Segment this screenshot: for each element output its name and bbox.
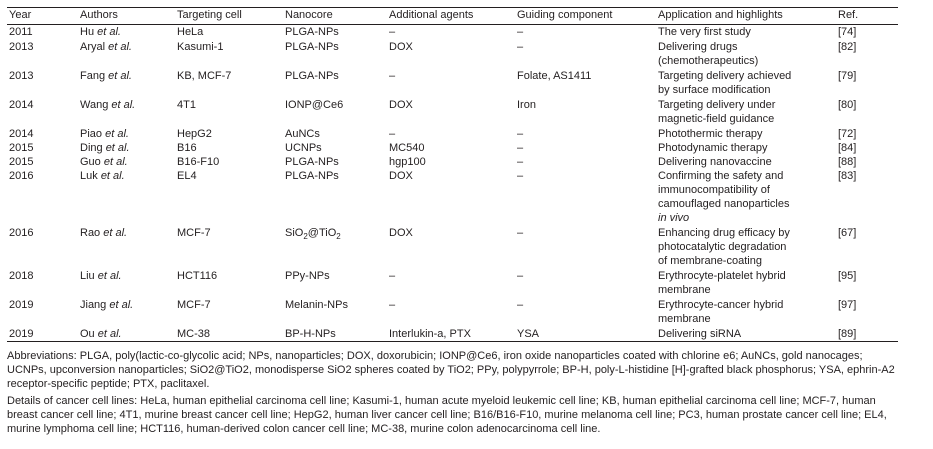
table-body	[7, 25, 898, 342]
cell-targeting-cell: MC-38	[177, 327, 211, 340]
cell-lines-note: Details of cancer cell lines: HeLa, human epithelial carcinoma cell line; Kasumi-1, human acute myeloid leukemic cell line; KB, human epithelial carcinoma cell line; MCF-7, human breast cancer cell line; 4T1, murine breast cancer cell line; HepG2, human liver cancer cell line; B16/B16-F10, murine melanoma cell line; PC3, human prostate cancer cell line; EL4, murine lymphoma cell line; HCT116, human-derived colon cancer cell line; MC-38, murine colon adenocarcinoma cell line.	[7, 395, 887, 435]
cell-additional-agents: DOX	[389, 98, 413, 111]
table-row	[7, 25, 898, 40]
author-etal: et al.	[109, 298, 134, 311]
author-name: Aryal	[80, 40, 106, 53]
cell-authors	[80, 269, 177, 298]
cell-nanocore: Melanin-NPs	[285, 298, 348, 311]
table-row	[7, 226, 898, 269]
author-etal: et al.	[105, 127, 129, 140]
cell-ref: [80]	[838, 98, 857, 111]
cell-authors	[80, 141, 177, 155]
application-line: (chemotherapeutics)	[658, 54, 759, 67]
author-etal: et al.	[97, 26, 121, 38]
author-name: Fang	[80, 69, 106, 82]
col-header-additional-agents: Additional agents	[389, 9, 474, 21]
author-etal: et al.	[103, 155, 128, 168]
cell-targeting-cell: MCF-7	[177, 226, 211, 239]
table-row	[7, 69, 898, 98]
cell-year: 2015	[9, 141, 34, 154]
cell-ref: [89]	[838, 327, 857, 340]
cell-targeting-cell: KB, MCF-7	[177, 69, 232, 82]
cell-year: 2019	[9, 327, 34, 340]
cell-application	[658, 25, 836, 40]
cell-additional-agents: Interlukin-a, PTX	[389, 327, 471, 340]
cell-nanocore: SiO$_2$@TiO$_2$	[285, 226, 341, 241]
cell-application	[658, 169, 836, 226]
cell-authors	[80, 40, 177, 69]
cell-authors	[80, 298, 177, 327]
author-name: Wang	[80, 98, 109, 111]
author-name: Liu	[80, 269, 95, 282]
cell-additional-agents: DOX	[389, 169, 413, 182]
cell-authors	[80, 98, 177, 127]
data-table	[7, 7, 898, 342]
cell-ref: [72]	[838, 127, 857, 140]
application-line: Targeting delivery achieved	[658, 69, 792, 82]
cell-authors	[80, 127, 177, 141]
application-line: Erythrocyte-cancer hybrid	[658, 298, 784, 311]
col-header-targeting-cell: Targeting cell	[177, 9, 242, 21]
cell-nanocore: PLGA-NPs	[285, 155, 339, 168]
cell-nanocore: PPy-NPs	[285, 269, 330, 282]
cell-targeting-cell: Kasumi-1	[177, 40, 224, 53]
cell-nanocore: PLGA-NPs	[285, 40, 339, 53]
cell-guiding-component: –	[517, 141, 524, 154]
cell-ref: [74]	[838, 26, 857, 38]
application-line: Enhancing drug efficacy by	[658, 226, 790, 239]
cell-year: 2015	[9, 155, 34, 168]
application-line: Delivering siRNA	[658, 327, 742, 340]
cell-nanocore: BP-H-NPs	[285, 327, 336, 340]
table-row	[7, 298, 898, 327]
cell-nanocore: AuNCs	[285, 127, 320, 140]
cell-application	[658, 298, 836, 327]
cell-application	[658, 69, 836, 98]
application-line: membrane	[658, 283, 711, 296]
cell-guiding-component: –	[517, 269, 524, 282]
cell-year: 2013	[9, 40, 34, 53]
cell-year: 2014	[9, 127, 34, 140]
col-header-application: Application and highlights	[658, 9, 783, 21]
col-header-authors: Authors	[80, 9, 118, 21]
cell-guiding-component: –	[517, 298, 524, 311]
col-header-ref: Ref.	[838, 9, 859, 21]
cell-guiding-component: Iron	[517, 98, 536, 111]
application-line: membrane	[658, 312, 711, 325]
table-row	[7, 155, 898, 169]
application-line: Delivering drugs	[658, 40, 738, 53]
application-line: magnetic-field guidance	[658, 112, 775, 125]
cell-authors	[80, 226, 177, 269]
table-row	[7, 169, 898, 226]
cell-additional-agents: –	[389, 269, 396, 282]
cell-authors	[80, 169, 177, 226]
author-name: Rao	[80, 226, 101, 239]
cell-guiding-component: –	[517, 127, 524, 140]
table-row	[7, 141, 898, 155]
author-etal: et al.	[108, 69, 132, 82]
cell-guiding-component: YSA	[517, 327, 540, 340]
cell-year: 2016	[9, 226, 34, 239]
cell-ref: [97]	[838, 298, 857, 311]
application-line: photocatalytic degradation	[658, 240, 787, 253]
cell-nanocore: UCNPs	[285, 141, 322, 154]
application-line: Photodynamic therapy	[658, 141, 768, 154]
cell-ref: [95]	[838, 269, 857, 282]
application-line: Delivering nanovaccine	[658, 155, 772, 168]
table-row	[7, 40, 898, 69]
application-line: immunocompatibility of	[658, 183, 770, 196]
cell-year: 2018	[9, 269, 34, 282]
cell-ref: [83]	[838, 169, 857, 182]
cell-targeting-cell: HCT116	[177, 269, 218, 282]
cell-guiding-component: –	[517, 226, 524, 239]
cell-nanocore: PLGA-NPs	[285, 169, 339, 182]
cell-ref: [67]	[838, 226, 857, 239]
cell-ref: [79]	[838, 69, 857, 82]
cell-ref: [82]	[838, 40, 857, 53]
cell-targeting-cell: HepG2	[177, 127, 212, 140]
cell-additional-agents: DOX	[389, 226, 413, 239]
cell-targeting-cell: MCF-7	[177, 298, 211, 311]
author-name: Jiang	[80, 298, 107, 311]
cell-targeting-cell: B16	[177, 141, 197, 154]
application-line: camouflaged nanoparticles	[658, 197, 790, 210]
cell-year: 2014	[9, 98, 34, 111]
cell-application	[658, 269, 836, 298]
cell-year: 2016	[9, 169, 34, 182]
author-name: Ding	[80, 141, 103, 154]
author-etal: et al.	[100, 169, 125, 182]
cell-application	[658, 127, 836, 141]
author-name: Luk	[80, 169, 98, 182]
author-etal: et al.	[97, 269, 122, 282]
cell-additional-agents: MC540	[389, 141, 425, 154]
cell-ref: [88]	[838, 155, 857, 168]
author-etal: et al.	[111, 98, 136, 111]
application-line: Erythrocyte-platelet hybrid	[658, 269, 786, 282]
application-line: The very first study	[658, 26, 751, 38]
application-line: Confirming the safety and	[658, 169, 784, 182]
cell-nanocore: PLGA-NPs	[285, 26, 339, 38]
table-footnotes	[7, 349, 897, 436]
application-line: by surface modification	[658, 83, 771, 96]
table-row	[7, 327, 898, 342]
cell-nanocore: PLGA-NPs	[285, 69, 339, 82]
col-header-nanocore: Nanocore	[285, 9, 333, 21]
author-name: Ou	[80, 327, 95, 340]
cell-year: 2011	[9, 26, 33, 38]
cell-targeting-cell: 4T1	[177, 98, 196, 111]
cell-targeting-cell: HeLa	[177, 26, 204, 38]
cell-guiding-component: –	[517, 40, 524, 53]
cell-targeting-cell: B16-F10	[177, 155, 220, 168]
author-name: Hu	[80, 26, 95, 38]
cell-nanocore: IONP@Ce6	[285, 98, 344, 111]
cell-additional-agents: –	[389, 298, 396, 311]
cell-application	[658, 40, 836, 69]
cell-additional-agents: –	[389, 26, 396, 38]
table-row	[7, 269, 898, 298]
cell-authors	[80, 327, 177, 342]
abbreviations-note: Abbreviations: PLGA, poly(lactic-co-glycolic acid; NPs, nanoparticles; DOX, doxorubicin; IONP@Ce6, iron oxide nanoparticles coated with chlorine e6; AuNCs, gold nanocages; UCNPs, upconversion nanoparticles; SiO2@TiO2, monodisperse SiO2 spheres coated by TiO2; PPy, polypyrrole; BP-H, poly-L-histidine [H]-grafted black phosphorus; YSA, ephrin-A2 receptor-specific peptide; PTX, paclitaxel.	[7, 350, 895, 390]
cell-application	[658, 141, 836, 155]
cell-authors	[80, 69, 177, 98]
col-header-guiding-component: Guiding component	[517, 9, 613, 21]
author-etal: et al.	[105, 141, 130, 154]
table-row	[7, 127, 898, 141]
application-line-italic: in vivo	[658, 211, 690, 224]
cell-authors	[80, 25, 177, 40]
cell-additional-agents: DOX	[389, 40, 413, 53]
cell-year: 2019	[9, 298, 34, 311]
cell-additional-agents: –	[389, 69, 396, 82]
cell-application	[658, 226, 836, 269]
cell-ref: [84]	[838, 141, 857, 154]
cell-guiding-component: –	[517, 169, 524, 182]
table-row	[7, 98, 898, 127]
cell-application	[658, 155, 836, 169]
cell-guiding-component: –	[517, 155, 524, 168]
cell-guiding-component: Folate, AS1411	[517, 69, 592, 82]
cell-application	[658, 327, 836, 342]
author-etal: et al.	[108, 40, 132, 53]
author-name: Guo	[80, 155, 101, 168]
header-row	[7, 8, 898, 25]
cell-additional-agents: hgp100	[389, 155, 426, 168]
cell-year: 2013	[9, 69, 34, 82]
application-line: of membrane-coating	[658, 254, 762, 267]
cell-additional-agents: –	[389, 127, 396, 140]
application-line: Targeting delivery under	[658, 98, 776, 111]
author-etal: et al.	[97, 327, 122, 340]
author-etal: et al.	[103, 226, 128, 239]
author-name: Piao	[80, 127, 103, 140]
cell-authors	[80, 155, 177, 169]
cell-application	[658, 98, 836, 127]
cell-targeting-cell: EL4	[177, 169, 197, 182]
cell-guiding-component: –	[517, 26, 524, 38]
col-header-year: Year	[9, 9, 32, 21]
application-line: Photothermic therapy	[658, 127, 763, 140]
